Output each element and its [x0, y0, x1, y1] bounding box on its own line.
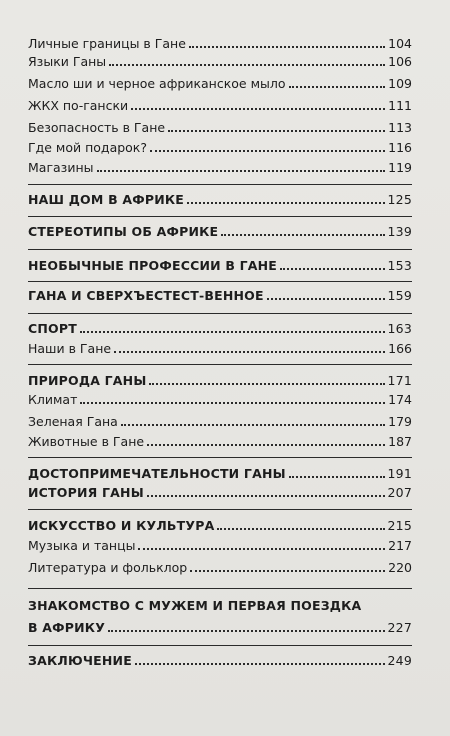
- dot-leader: [80, 402, 385, 404]
- toc-section-page: 153: [387, 258, 412, 273]
- toc-section-title-line2-row: [28, 620, 412, 636]
- toc-entry: [28, 36, 412, 52]
- table-of-contents: [28, 0, 412, 736]
- toc-entry: [28, 140, 412, 156]
- toc-section-page: 227: [387, 620, 412, 635]
- toc-section-page: 139: [387, 224, 412, 239]
- toc-entry-page: 104: [388, 36, 412, 51]
- dot-leader: [80, 331, 385, 333]
- toc-section-title: ГАНА И СВЕРХЪЕСТЕСТ-ВЕННОЕ: [28, 288, 264, 303]
- toc-section: [28, 192, 412, 208]
- toc-section: [28, 321, 412, 337]
- dot-leader: [187, 202, 385, 204]
- toc-section: [28, 373, 412, 389]
- toc-section-title: ЗАКЛЮЧЕНИЕ: [28, 653, 132, 668]
- toc-entry: [28, 560, 412, 576]
- toc-entry: [28, 54, 412, 70]
- section-divider: [28, 216, 412, 217]
- toc-entry-title: Музыка и танцы: [28, 538, 136, 553]
- toc-section-page: 207: [387, 485, 412, 500]
- toc-section-title: НЕОБЫЧНЫЕ ПРОФЕССИИ В ГАНЕ: [28, 258, 278, 273]
- section-divider: [28, 184, 412, 185]
- toc-section-page: 249: [387, 653, 412, 668]
- toc-section-page: 171: [387, 373, 412, 388]
- dot-leader: [267, 298, 385, 300]
- toc-entry-title: Животные в Гане: [28, 434, 145, 449]
- toc-section-title-line1: ЗНАКОМСТВО С МУЖЕМ И ПЕРВАЯ ПОЕЗДКА: [28, 598, 362, 613]
- toc-entry: [28, 414, 412, 430]
- toc-section-multiline: [28, 598, 412, 635]
- toc-section: [28, 224, 412, 240]
- toc-entry: [28, 76, 412, 92]
- toc-section: [28, 518, 412, 534]
- toc-entry: [28, 120, 412, 136]
- toc-entry: [28, 341, 412, 357]
- toc-section-title: ИСКУССТВО И КУЛЬТУРА: [28, 518, 215, 533]
- toc-entry-title: Безопасность в Гане: [28, 120, 166, 135]
- toc-entry-title: Где мой подарок?: [28, 140, 147, 155]
- dot-leader: [168, 130, 385, 132]
- section-divider: [28, 313, 412, 314]
- toc-entry-page: 119: [388, 160, 412, 175]
- toc-section-title: ДОСТОПРИМЕЧАТЕЛЬНОСТИ ГАНЫ: [28, 466, 286, 481]
- dot-leader: [289, 86, 386, 88]
- toc-entry-title: Личные границы в Гане: [28, 36, 186, 51]
- toc-entry-page: 217: [388, 538, 412, 553]
- toc-section: [28, 258, 412, 274]
- toc-entry-page: 220: [388, 560, 412, 575]
- toc-section: [28, 653, 412, 669]
- toc-entry-page: 113: [388, 120, 412, 135]
- toc-entry-title: Магазины: [28, 160, 94, 175]
- dot-leader: [147, 444, 385, 446]
- toc-section-title: ИСТОРИЯ ГАНЫ: [28, 485, 144, 500]
- toc-entry-page: 174: [388, 392, 412, 407]
- section-divider: [28, 249, 412, 250]
- section-divider: [28, 509, 412, 510]
- toc-section-title: СТЕРЕОТИПЫ ОБ АФРИКЕ: [28, 224, 219, 239]
- dot-leader: [138, 548, 385, 550]
- toc-entry: [28, 392, 412, 408]
- toc-entry: [28, 434, 412, 450]
- dot-leader: [221, 234, 384, 236]
- dot-leader: [114, 351, 385, 353]
- toc-section-page: 159: [387, 288, 412, 303]
- toc-entry: [28, 160, 412, 176]
- toc-entry-page: 111: [388, 98, 412, 113]
- section-divider: [28, 364, 412, 365]
- toc-section-title: СПОРТ: [28, 321, 77, 336]
- dot-leader: [289, 476, 385, 478]
- dot-leader: [108, 630, 385, 632]
- dot-leader: [131, 108, 385, 110]
- dot-leader: [97, 170, 386, 172]
- dot-leader: [147, 495, 385, 497]
- dot-leader: [189, 46, 385, 48]
- toc-section: [28, 466, 412, 482]
- toc-entry-page: 106: [388, 54, 412, 69]
- toc-entry-title: Зеленая Гана: [28, 414, 118, 429]
- dot-leader: [150, 150, 385, 152]
- toc-entry-page: 179: [388, 414, 412, 429]
- dot-leader: [217, 528, 384, 530]
- toc-entry-page: 187: [388, 434, 412, 449]
- toc-entry-title: Климат: [28, 392, 78, 407]
- toc-entry-page: 109: [388, 76, 412, 91]
- toc-entry-page: 166: [388, 341, 412, 356]
- toc-section: [28, 485, 412, 501]
- section-divider: [28, 457, 412, 458]
- toc-section-page: 163: [387, 321, 412, 336]
- dot-leader: [149, 383, 384, 385]
- toc-entry-title: ЖКХ по-гански: [28, 98, 129, 113]
- dot-leader: [280, 268, 384, 270]
- section-divider: [28, 645, 412, 646]
- toc-entry-title: Языки Ганы: [28, 54, 107, 69]
- toc-section-page: 191: [387, 466, 412, 481]
- toc-entry-title: Литература и фольклор: [28, 560, 188, 575]
- toc-section-title-line2: В АФРИКУ: [28, 620, 106, 635]
- toc-entry: [28, 538, 412, 554]
- toc-section: [28, 288, 412, 304]
- toc-entry-title: Масло ши и черное африканское мыло: [28, 76, 286, 91]
- toc-section-title: ПРИРОДА ГАНЫ: [28, 373, 147, 388]
- toc-entry-page: 116: [388, 140, 412, 155]
- toc-section-title: НАШ ДОМ В АФРИКЕ: [28, 192, 185, 207]
- toc-entry: [28, 98, 412, 114]
- toc-section-page: 215: [387, 518, 412, 533]
- toc-entry-title: Наши в Гане: [28, 341, 112, 356]
- section-divider: [28, 281, 412, 282]
- toc-section-page: 125: [387, 192, 412, 207]
- dot-leader: [135, 663, 385, 665]
- dot-leader: [190, 570, 385, 572]
- dot-leader: [121, 424, 385, 426]
- dot-leader: [109, 64, 385, 66]
- section-divider: [28, 588, 412, 589]
